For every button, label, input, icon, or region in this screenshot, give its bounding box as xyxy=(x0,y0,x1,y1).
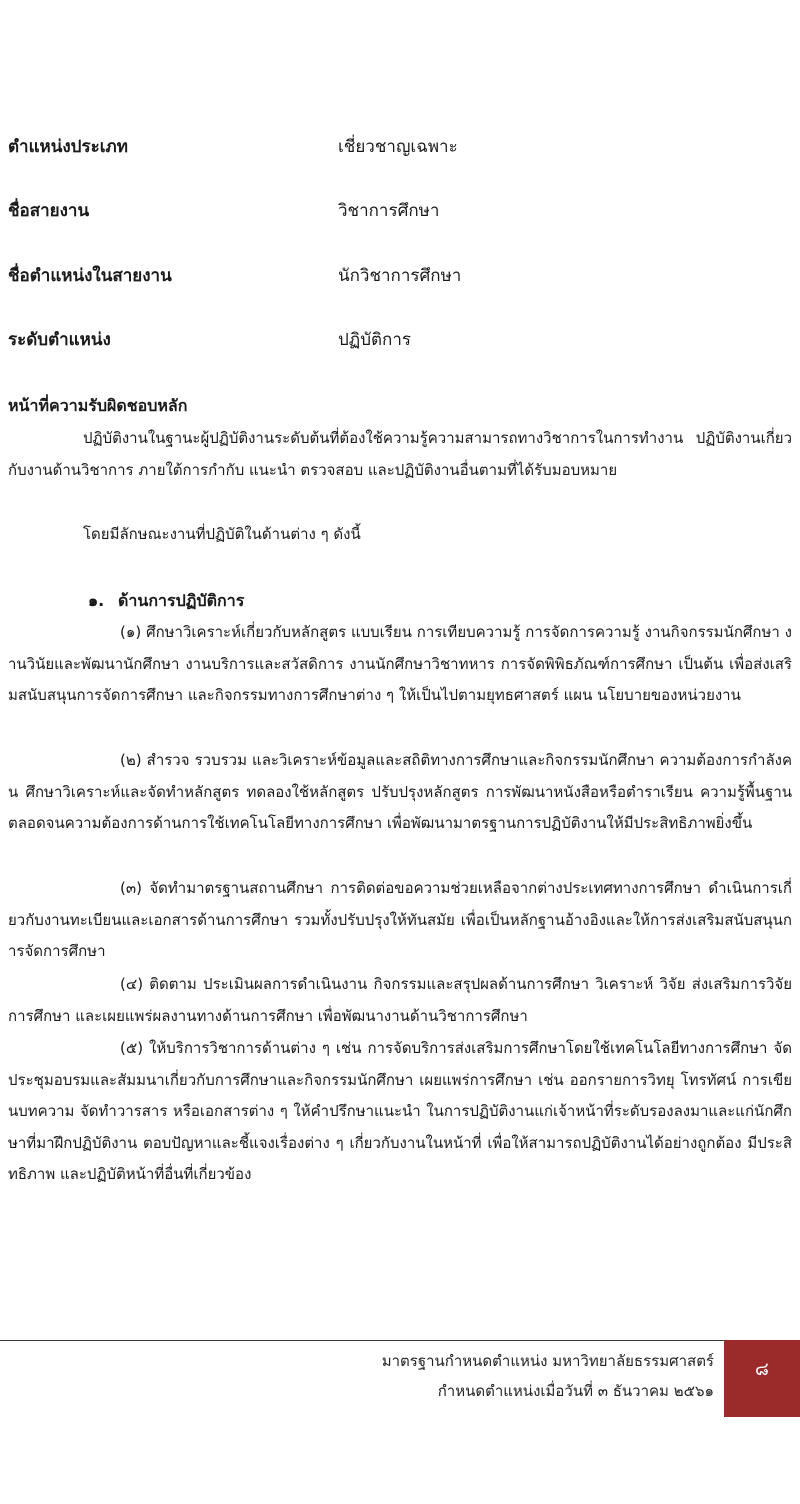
footer-standard-title: มาตรฐานกำหนดตำแหน่ง มหาวิทยาลัยธรรมศาสตร์ xyxy=(381,1352,714,1370)
responsibilities-lead: โดยมีลักษณะงานที่ปฏิบัติในด้านต่าง ๆ ดังนี้ xyxy=(83,525,361,543)
footer-divider xyxy=(0,1340,724,1341)
field-position-type xyxy=(8,132,788,162)
section-title: ด้านการปฏิบัติการ xyxy=(118,591,245,610)
section-item-5: (๕) ให้บริการวิชาการด้านต่าง ๆ เช่น การจัดบริการส่งเสริมการศึกษาโดยใช้เทคโนโลยีทางการศึกษา จัดประชุมอบรมและสัมมนาเกี่ยวกับการศึกษาและกิจกรรมนักศึกษา เผยแพร่การศึกษา เช่น ออกรายการวิทยุ โทรทัศน์ การเขียนบทความ จัดทำวารสาร หรือเอกสารต่าง ๆ ให้คำปรึกษาแนะนำ ในการปฏิบัติงานแก่เจ้าหน้าที่ระดับรองลงมาและแก่นักศึกษาที่มาฝึกปฏิบัติงาน ตอบปัญหาและชี้แจงเรื่องต่าง ๆ เกี่ยวกับงานในหน้าที่ เพื่อให้สามารถปฏิบัติงานได้อย่างถูกต้อง มีประสิทธิภาพ และปฏิบัติหน้าที่อื่นที่เกี่ยวข้อง xyxy=(8,1039,792,1183)
section-item-3: (๓) จัดทำมาตรฐานสถานศึกษา การติดต่อขอความช่วยเหลือจากต่างประเทศทางการศึกษา ดำเนินการเกี่ยวกับงานทะเบียนและเอกสารด้านการศึกษา รวมทั้งปรับปรุงให้ทันสมัย เพื่อเป็นหลักฐานอ้างอิงและให้การส่งเสริมสนับสนุนการจัดการศึกษา xyxy=(8,879,792,960)
page-number-box xyxy=(724,1340,800,1417)
responsibilities-heading: หน้าที่ความรับผิดชอบหลัก xyxy=(8,396,188,415)
field-position-name xyxy=(8,261,788,291)
section-item-4: (๔) ติดตาม ประเมินผลการดำเนินงาน กิจกรรมและสรุปผลด้านการศึกษา วิเคราะห์ วิจัย ส่งเสริมการวิจัยการศึกษา และเผยแพร่ผลงานทางด้านการศึกษา เพื่อพัฒนางานด้านวิชาการศึกษา xyxy=(8,975,792,1025)
field-line-of-work xyxy=(8,196,788,226)
field-value: วิชาการศึกษา xyxy=(338,201,440,221)
footer-text xyxy=(214,1346,714,1406)
field-value: นักวิชาการศึกษา xyxy=(338,266,462,286)
field-label: ตำแหน่งประเภท xyxy=(8,137,128,157)
responsibilities-intro: ปฏิบัติงานในฐานะผู้ปฏิบัติงานระดับต้นที่ต้องใช้ความรู้ความสามารถทางวิชาการในการทำงาน ปฏิบัติงานเกี่ยวกับงานด้านวิชาการ ภายใต้การกำกับ แนะนำ ตรวจสอบ และปฏิบัติงานอื่นตามที่ได้รับมอบหมาย xyxy=(8,429,792,479)
section-item-1: (๑) ศึกษาวิเคราะห์เกี่ยวกับหลักสูตร แบบเรียน การเทียบความรู้ การจัดการความรู้ งานกิจกรรมนักศึกษา งานวินัยและพัฒนานักศึกษา งานบริการและสวัสดิการ งานนักศึกษาวิชาทหาร การจัดพิพิธภัณฑ์การศึกษา เป็นต้น เพื่อส่งเสริมสนับสนุนการจัดการศึกษา และกิจกรรมทางการศึกษาต่าง ๆ ให้เป็นไปตามยุทธศาสตร์ แผน นโยบายของหน่วยงาน xyxy=(8,623,792,704)
field-label: ชื่อตำแหน่งในสายงาน xyxy=(8,266,172,286)
field-value: ปฏิบัติการ xyxy=(338,330,412,350)
field-position-level xyxy=(8,325,788,355)
section-item-2: (๒) สำรวจ รวบรวม และวิเคราะห์ข้อมูลและสถิติทางการศึกษาและกิจกรรมนักศึกษา ความต้องการกำลังคน ศึกษาวิเคราะห์และจัดทำหลักสูตร ทดลองใช้หลักสูตร ปรับปรุงหลักสูตร การพัฒนาหนังสือหรือตำราเรียน ความรู้พื้นฐาน ตลอดจนความต้องการด้านการใช้เทคโนโลยีทางการศึกษา เพื่อพัฒนามาตรฐานการปฏิบัติงานให้มีประสิทธิภาพยิ่งขึ้น xyxy=(8,751,792,832)
field-value: เชี่ยวชาญเฉพาะ xyxy=(338,137,458,157)
section-number: ๑. xyxy=(88,591,105,610)
section-heading xyxy=(88,587,244,615)
page-number: ๘ xyxy=(755,1359,769,1380)
field-label: ชื่อสายงาน xyxy=(8,201,90,221)
footer-date: กำหนดตำแหน่งเมื่อวันที่ ๓ ธันวาคม ๒๕๖๑ xyxy=(437,1382,714,1400)
field-label: ระดับตำแหน่ง xyxy=(8,330,111,350)
